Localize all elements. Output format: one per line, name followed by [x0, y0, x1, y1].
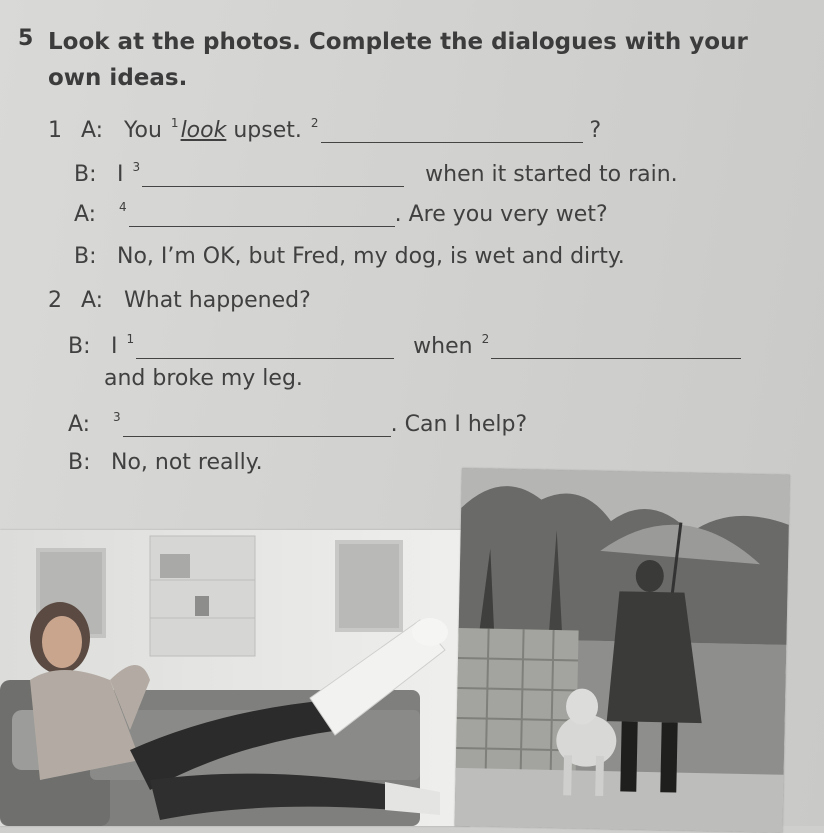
- dialogue2-line4: [68, 410, 527, 437]
- dialogue2-line5: [68, 450, 263, 475]
- dialogue1-line3: [74, 200, 608, 227]
- answer-blank[interactable]: [491, 338, 741, 359]
- text: What happened?: [124, 288, 311, 313]
- answer-blank[interactable]: [136, 338, 394, 359]
- text: You: [124, 118, 162, 143]
- gap-number: 1: [170, 116, 179, 130]
- speaker: B:: [68, 334, 91, 359]
- speaker: B:: [74, 162, 97, 187]
- speaker: B:: [68, 450, 91, 475]
- gap-number: 1: [126, 332, 135, 346]
- text: . Can I help?: [390, 412, 528, 437]
- gap-number: 2: [481, 332, 490, 346]
- gap-number: 3: [113, 410, 121, 424]
- dialogue1-line2: [74, 160, 678, 187]
- dialogue2-line3: [104, 366, 303, 391]
- dialogue2-line1: [48, 288, 311, 313]
- gap-number: 3: [132, 160, 141, 174]
- photo-girl-with-broken-leg: [0, 530, 470, 826]
- dialogue1-number: 1: [48, 118, 62, 143]
- exercise-instruction: Look at the photos. Complete the dialogues with your own ideas.: [48, 29, 748, 91]
- text: when: [413, 334, 473, 359]
- answer-blank[interactable]: [321, 122, 583, 143]
- speaker: A:: [68, 412, 91, 437]
- text: . Are you very wet?: [394, 202, 608, 227]
- photo-woman-with-umbrella-and-dog: [455, 468, 790, 833]
- text: upset.: [233, 118, 302, 143]
- answer-blank[interactable]: [129, 206, 395, 227]
- speaker: A:: [81, 288, 104, 313]
- gap-number: 2: [310, 116, 319, 130]
- exercise-number: 5: [18, 26, 34, 51]
- answer-blank[interactable]: [123, 416, 391, 437]
- dialogue2-number: 2: [48, 288, 62, 313]
- text: I: [111, 334, 118, 359]
- dialogue1-line4: [74, 244, 625, 269]
- text: I: [117, 162, 124, 187]
- dialogue2-line2: [68, 332, 741, 359]
- text: No, I’m OK, but Fred, my dog, is wet and dirty.: [117, 244, 625, 269]
- answer-blank[interactable]: [142, 166, 404, 187]
- gap-number: 4: [119, 200, 127, 214]
- text: No, not really.: [111, 450, 263, 475]
- example-answer: look: [180, 118, 227, 143]
- speaker: A:: [74, 202, 97, 227]
- text: when it started to rain.: [425, 162, 678, 187]
- speaker: B:: [74, 244, 97, 269]
- speaker: A:: [81, 118, 104, 143]
- text: and broke my leg.: [104, 366, 303, 391]
- dialogue1-line1: [48, 116, 601, 143]
- text: ?: [589, 118, 602, 143]
